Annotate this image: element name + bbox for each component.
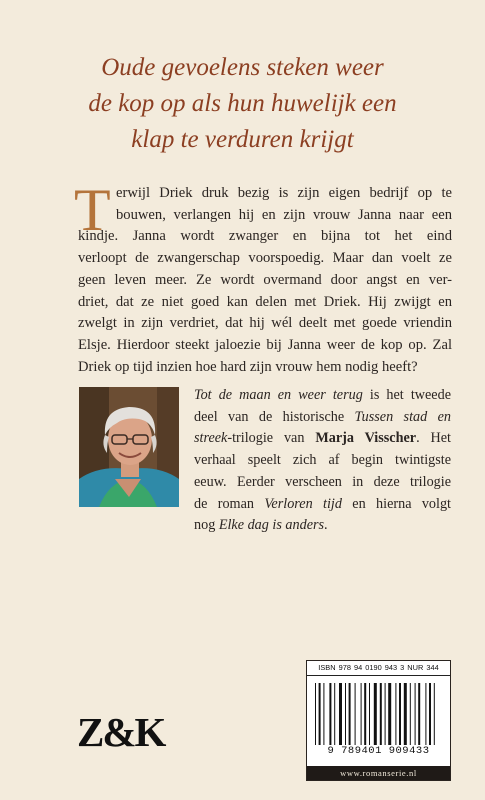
barcode-number: 9 789401 909433 [327, 745, 430, 757]
tagline-line: klap te verduren krijgt [131, 126, 354, 153]
book-title: Tot de maan en weer terug [194, 387, 363, 403]
bio-line: eeuw. Eerder verscheen in deze trilogie [194, 473, 451, 490]
bio-line: Tot de maan en weer terug is het tweede [194, 387, 451, 403]
blurb-line: driet, dat ze niet goed kan delen met Driek. Hij zwijgt en [78, 293, 452, 310]
tagline-line: de kop op als hun huwelijk een [88, 90, 397, 117]
author-portrait-image [79, 387, 179, 507]
author-bio [194, 385, 451, 537]
book-title: Elke dag is anders [218, 517, 325, 534]
blurb-line: geen leven meer. Ze wordt overmand door angst en ver- [78, 271, 452, 288]
author-name: Marja Visscher [315, 430, 417, 447]
blurb-line: Driek op tijd inzien hoe hard zijn vrouw hem nodig heeft? [78, 358, 418, 375]
blurb-line: Elsje. Hierdoor steekt jaloezie bij Janna weer de kop op. Zal [78, 336, 452, 353]
blurb-line: kindje. Janna wordt zwanger en bijna tot het eind [78, 228, 452, 245]
drop-cap: T [74, 177, 111, 243]
tagline [40, 50, 445, 158]
author-photo [79, 387, 179, 507]
bio-line: verhaal speelt zich af begin twintigste [194, 452, 451, 469]
bio-line: streek-trilogie van Marja Visscher. Het [194, 430, 452, 447]
blurb-text [74, 177, 452, 378]
website-url: www.romanserie.nl [307, 766, 450, 780]
publisher-logo: Z&K [77, 709, 165, 755]
tagline-line: Oude gevoelens steken weer [101, 54, 384, 81]
blurb-line: bouwen, verlangen hij en zijn vrouw Janna naar een [116, 206, 452, 223]
blurb-line: verloopt de zwangerschap voorspoedig. Maar dan voelt ze [78, 250, 452, 267]
blurb-line: zwelgt in zijn verdriet, dat hij wél deelt met goede vriendin [78, 315, 452, 332]
bio-line: de roman Verloren tijd en hierna volgt [194, 495, 451, 512]
series-title: streek [194, 430, 228, 447]
book-title: Verloren tijd [264, 495, 342, 512]
barcode-bars [315, 683, 443, 745]
bio-line: nog Elke dag is anders. [194, 517, 328, 534]
blurb-line: erwijl Driek druk bezig is zijn eigen bedrijf op te [116, 185, 452, 201]
series-title: Tussen stad en [354, 408, 451, 425]
isbn-label: ISBN 978 94 0190 943 3 NUR 344 [307, 661, 450, 676]
barcode-panel [306, 660, 451, 781]
bio-line: deel van de historische Tussen stad en [194, 408, 451, 425]
